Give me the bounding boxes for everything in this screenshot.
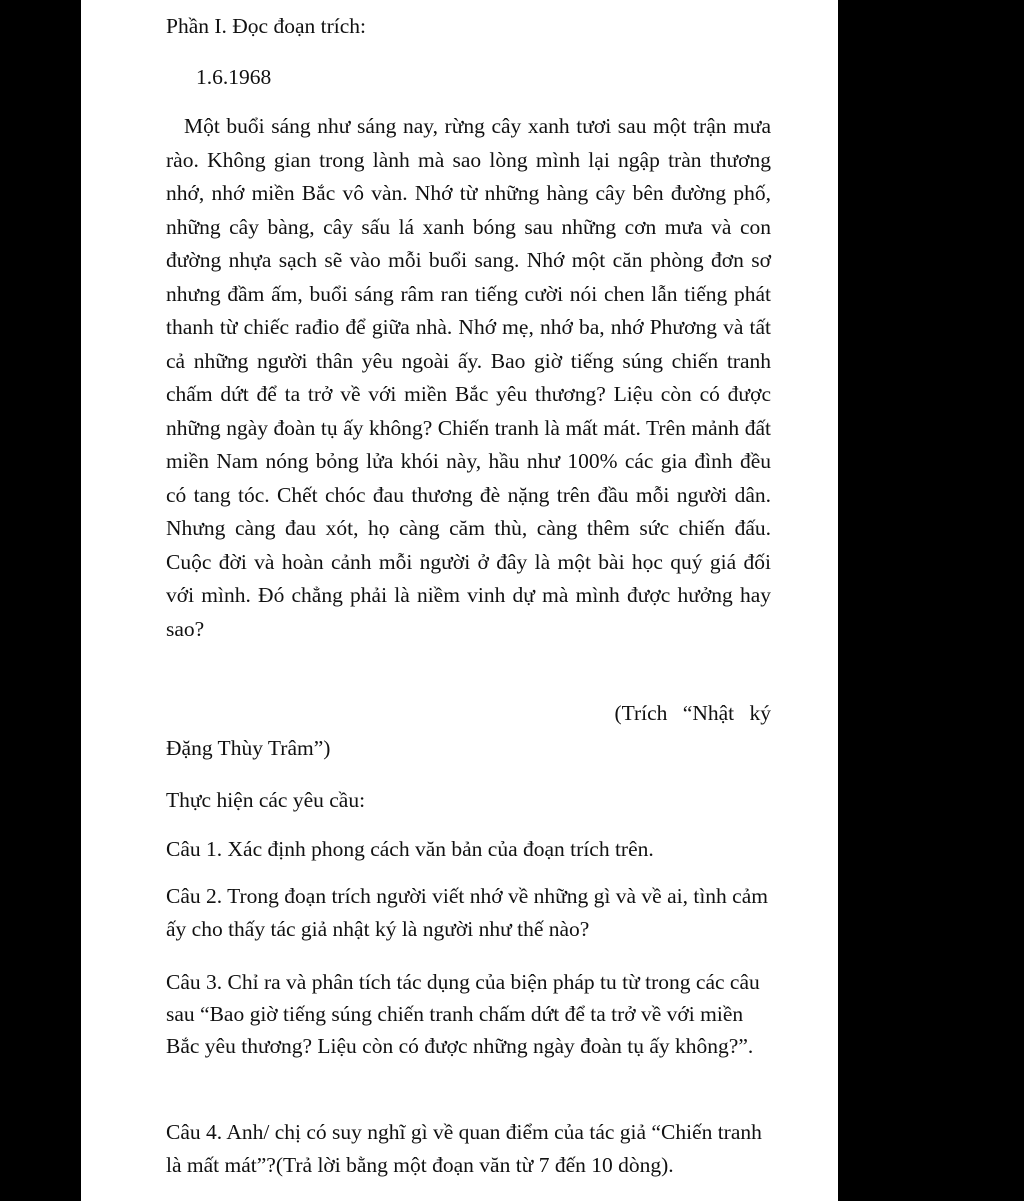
question-2: Câu 2. Trong đoạn trích người viết nhớ về những gì và về ai, tình cảm ấy cho thấy tác giả nhật ký là người như thế nào? — [166, 884, 768, 941]
section-heading: Phần I. Đọc đoạn trích: — [166, 14, 367, 38]
instruction-text: Thực hiện các yêu cầu: — [166, 788, 366, 812]
question-1: Câu 1. Xác định phong cách văn bản của đoạn trích trên. — [166, 837, 654, 861]
source-citation-line-1: (Trích “Nhật ký — [614, 701, 771, 725]
question-3: Câu 3. Chỉ ra và phân tích tác dụng của biện pháp tu từ trong các câu sau “Bao giờ tiếng súng chiến tranh chấm dứt để ta trở về với miền Bắc yêu thương? Liệu còn có được những ngày đoàn tụ ấy không?”. — [166, 970, 760, 1058]
source-citation-line-2: Đặng Thùy Trâm”) — [166, 736, 331, 760]
passage-text: Một buổi sáng như sáng nay, rừng cây xanh tươi sau một trận mưa rào. Không gian trong lành mà sao lòng mình lại ngập tràn thương nhớ, nhớ miền Bắc vô vàn. Nhớ từ những hàng cây bên đường phố, những cây bàng, cây sấu lá xanh bóng sau những cơn mưa và con đường nhựa sạch sẽ vào mỗi buổi sang. Nhớ một căn phòng đơn sơ nhưng đầm ấm, buổi sáng râm ran tiếng cười nói chen lẫn tiếng phát thanh từ chiếc rađio để giữa nhà. Nhớ mẹ, nhớ ba, nhớ Phương và tất cả những người thân yêu ngoài ấy. Bao giờ tiếng súng chiến tranh chấm dứt để ta trở về với miền Bắc yêu thương? Liệu còn có được những ngày đoàn tụ ấy không? Chiến tranh là mất mát. Trên mảnh đất miền Nam nóng bỏng lửa khói này, hầu như 100% các gia đình đều có tang tóc. Chết chóc đau thương đè nặng trên đầu mỗi người dân. Nhưng càng đau xót, họ càng căm thù, càng thêm sức chiến đấu. Cuộc đời và hoàn cảnh mỗi người ở đây là một bài học quý giá đối với mình. Đó chẳng phải là niềm vinh dự mà mình được hưởng hay sao? — [166, 114, 771, 641]
question-4: Câu 4. Anh/ chị có suy nghĩ gì về quan điểm của tác giả “Chiến tranh là mất mát”?(Trả lời bằng một đoạn văn từ 7 đến 10 dòng). — [166, 1120, 762, 1177]
document-page — [81, 0, 838, 1201]
diary-date: 1.6.1968 — [196, 65, 272, 89]
